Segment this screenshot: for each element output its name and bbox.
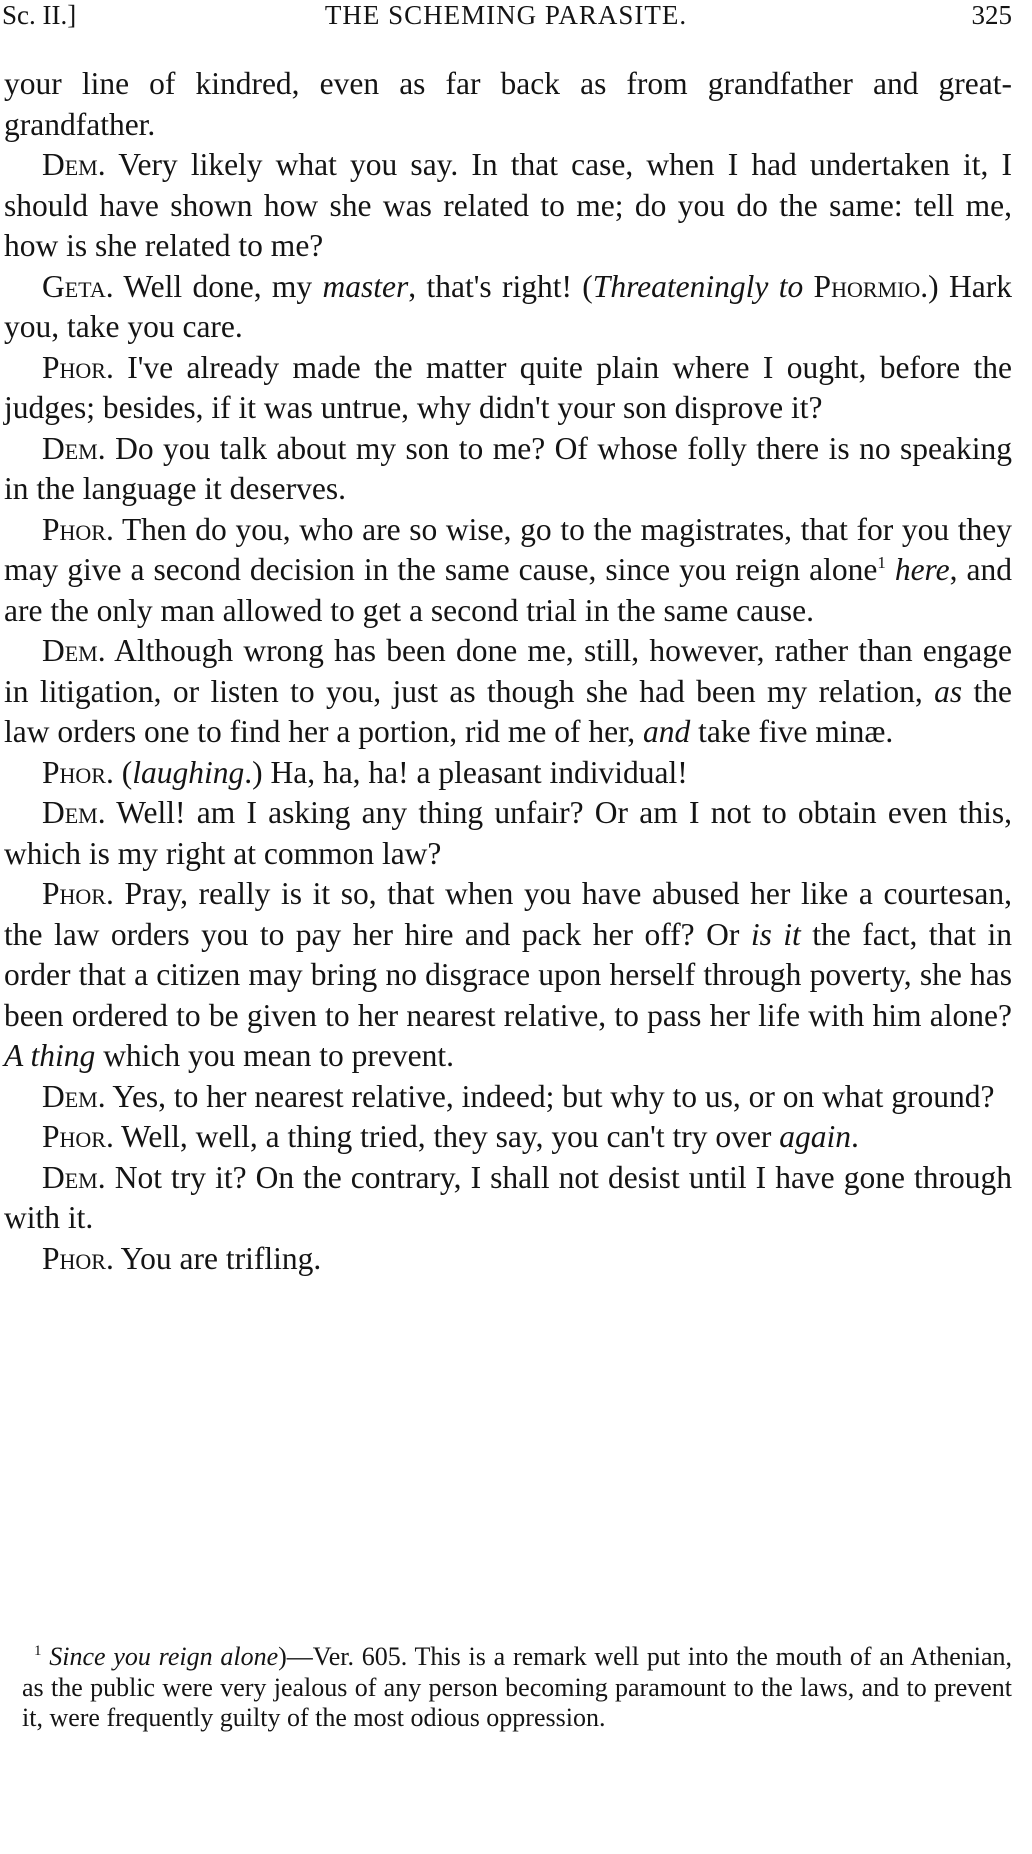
paragraph-text: . bbox=[850, 1119, 859, 1154]
paragraph-text: .) Hark you, take you care. bbox=[4, 268, 1012, 344]
dialogue-paragraph bbox=[4, 429, 1012, 510]
paragraph-text: Yes, to her nearest relative, indeed; but why to us, or on what ground? bbox=[112, 1078, 995, 1114]
running-head-section: Sc. II.] bbox=[2, 0, 77, 30]
speaker-label: Dem. bbox=[42, 430, 106, 466]
speaker-label: Dem. bbox=[42, 1159, 106, 1195]
italic-text: is it bbox=[750, 916, 801, 952]
paragraph-text bbox=[803, 269, 813, 304]
footnote-lemma: Since you reign alone bbox=[49, 1642, 279, 1671]
dialogue-paragraph bbox=[4, 1158, 1012, 1239]
speaker-label: Dem. bbox=[42, 795, 106, 830]
paragraph-text: Well done, my bbox=[123, 268, 323, 304]
italic-text: and bbox=[643, 714, 691, 749]
dialogue-paragraph bbox=[4, 631, 1012, 753]
italic-text: A thing bbox=[4, 1038, 96, 1073]
running-head bbox=[0, 0, 1012, 34]
dialogue-paragraph bbox=[4, 348, 1012, 429]
speaker-label: Phor. bbox=[42, 754, 114, 790]
footnote-reference[interactable]: 1 bbox=[877, 553, 886, 572]
dialogue-paragraph bbox=[4, 267, 1012, 348]
paragraph-text bbox=[886, 552, 895, 587]
paragraph-text: Although wrong has been done me, still, however, rather than engage in litigation, or listen to you, just as though she had been my relation, bbox=[4, 633, 1013, 709]
speaker-label: Geta. bbox=[42, 268, 114, 304]
italic-text: here bbox=[894, 552, 950, 587]
paragraph-text: Pray, really is it so, that when you have abused her like a courtesan, the law orders you to pay her hire and pack her off? Or bbox=[4, 876, 1013, 952]
italic-text: as bbox=[934, 673, 963, 709]
speaker-label: Phor. bbox=[42, 349, 114, 385]
speaker-label: Dem. bbox=[42, 633, 106, 668]
running-head-title: THE SCHEMING PARASITE. bbox=[324, 0, 688, 30]
dialogue-text bbox=[4, 64, 1012, 1279]
paragraph-text: ( bbox=[121, 754, 133, 790]
speaker-label: Phor. bbox=[42, 1240, 114, 1276]
paragraph-text: Very likely what you say. In that case, when I had undertaken it, I should have shown how she was related to me; do you do the same: tell me, how is she related to me? bbox=[4, 147, 1012, 263]
stage-direction: laughing bbox=[132, 754, 245, 790]
paragraph-text: Not try it? On the contrary, I shall not desist until I have gone through with it. bbox=[4, 1159, 1013, 1235]
dialogue-paragraph bbox=[4, 753, 1012, 794]
paragraph-text: Do you talk about my son to me? Of whose folly there is no speaking in the language it deserves. bbox=[4, 430, 1012, 506]
paragraph-text: Well, well, a thing tried, they say, you can't try over bbox=[121, 1119, 780, 1154]
paragraph-text: Well! am I asking any thing unfair? Or am I not to obtain even this, which is my right at common law? bbox=[4, 795, 1012, 871]
footnote bbox=[22, 1642, 1012, 1734]
character-name: Phormio bbox=[813, 268, 921, 304]
dialogue-paragraph bbox=[4, 1239, 1012, 1280]
dialogue-paragraph bbox=[4, 874, 1012, 1077]
paragraph-text: , and are the only man allowed to get a second trial in the same cause. bbox=[4, 552, 1012, 628]
speaker-label: Phor. bbox=[42, 1119, 114, 1154]
paragraph-text: You are trifling. bbox=[120, 1240, 322, 1276]
speaker-label: Dem. bbox=[42, 1078, 106, 1114]
dialogue-paragraph bbox=[4, 793, 1012, 874]
stage-direction: Threateningly to bbox=[592, 268, 804, 304]
italic-text: again bbox=[779, 1119, 851, 1154]
dialogue-paragraph bbox=[4, 64, 1012, 145]
paragraph-text: your line of kindred, even as far back as from grandfather and great-grandfather. bbox=[4, 66, 1012, 142]
speaker-label: Phor. bbox=[42, 511, 114, 547]
dialogue-paragraph bbox=[4, 145, 1012, 267]
page-number: 325 bbox=[971, 0, 1012, 30]
paragraph-text: Then do you, who are so wise, go to the magistrates, that for you they may give a second decision in the same cause, since you reign alone bbox=[4, 511, 1013, 587]
paragraph-text: which you mean to prevent. bbox=[95, 1038, 454, 1073]
italic-text: master bbox=[322, 268, 409, 304]
speaker-label: Dem. bbox=[42, 147, 106, 182]
dialogue-paragraph bbox=[4, 510, 1012, 632]
paragraph-text: take five minæ. bbox=[690, 714, 894, 749]
paragraph-text: .) Ha, ha, ha! a pleasant individual! bbox=[244, 754, 688, 790]
dialogue-paragraph bbox=[4, 1117, 1012, 1158]
footnote-text: )—Ver. 605. This is a remark well put into the mouth of an Athenian, as the public were very jealous of any person becoming paramount to the laws, and to prevent it, were frequently guilty of the most odious oppression. bbox=[22, 1642, 1012, 1732]
footnote-marker: 1 bbox=[34, 1643, 42, 1659]
speaker-label: Phor. bbox=[42, 876, 114, 911]
paragraph-text: I've already made the matter quite plain where I ought, before the judges; besides, if it was untrue, why didn't your son disprove it? bbox=[4, 349, 1012, 425]
paragraph-text: the law orders one to find her a portion, rid me of her, bbox=[4, 673, 1012, 749]
paragraph-text: the fact, that in order that a citizen may bring no disgrace upon herself through poverty, she has been ordered to be given to her nearest relative, to pass her life with him alone? bbox=[4, 916, 1013, 1033]
dialogue-paragraph bbox=[4, 1077, 1012, 1118]
paragraph-text: , that's right! ( bbox=[408, 268, 593, 304]
